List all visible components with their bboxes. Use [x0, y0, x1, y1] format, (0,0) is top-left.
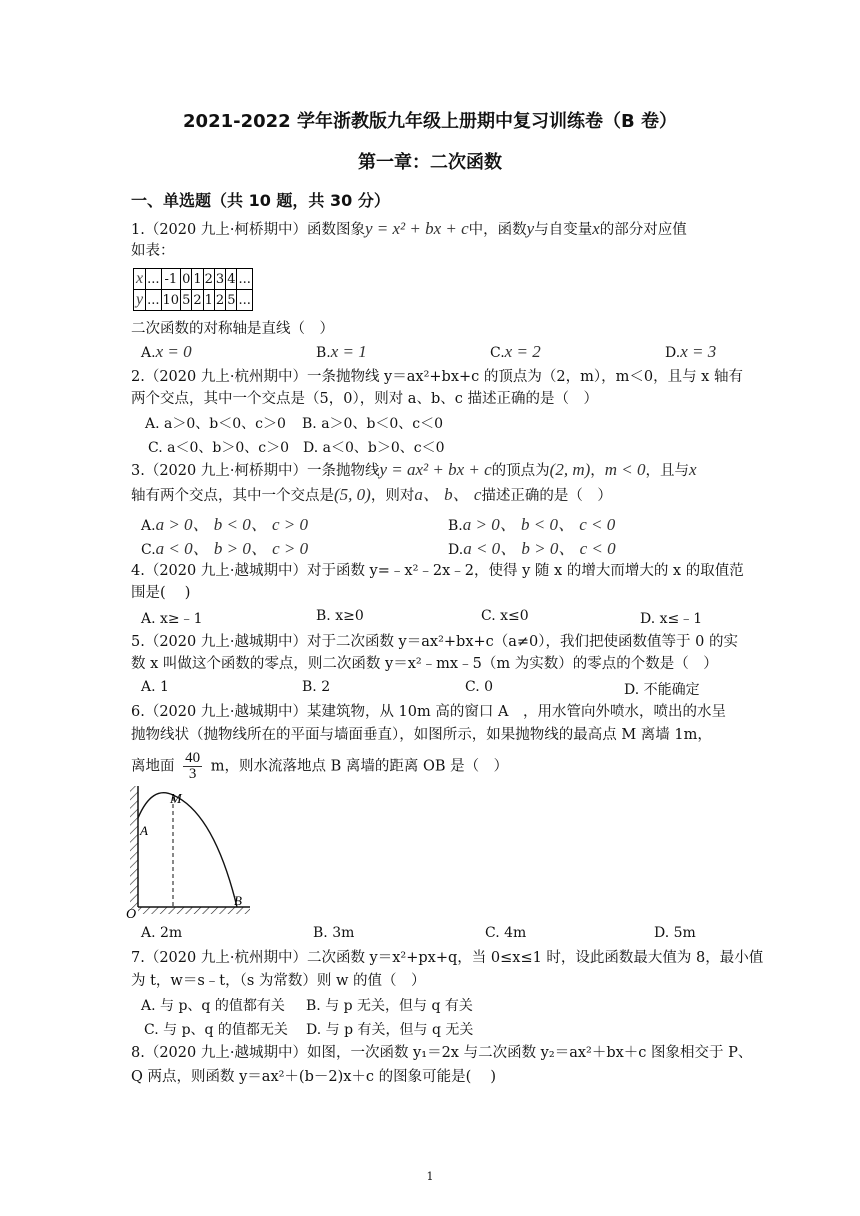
- q8-stem-line2: Q 两点，则函数 y＝ax²＋(b－2)x＋c 的图象可能是( ): [131, 1069, 497, 1085]
- q1-option-d: D.x = 3: [665, 342, 717, 361]
- q7-option-b: B. 与 p 无关，但与 q 有关: [306, 998, 473, 1014]
- q3-option-c: C.a < 0、 b > 0、 c > 0: [141, 539, 309, 558]
- label-o: O: [126, 907, 137, 920]
- page-number: 1: [426, 1170, 434, 1183]
- q1-value-table: [133, 268, 253, 311]
- q4-option-a: A. x≥﹣1: [141, 611, 203, 627]
- q1-stem-line2: 如表：: [131, 243, 175, 259]
- q7-stem-line2: 为 t，w＝s﹣t，（s 为常数）则 w 的值（ ）: [131, 973, 426, 989]
- q5-option-a: A. 1: [141, 679, 169, 695]
- q7-option-c: C. 与 p、q 的值都无关: [144, 1022, 288, 1038]
- q3-option-a: A.a > 0、 b < 0、 c > 0: [141, 515, 309, 534]
- q6-option-d: D. 5m: [654, 925, 696, 941]
- q5-option-d: D. 不能确定: [624, 682, 700, 698]
- q5-option-c: C. 0: [465, 679, 494, 695]
- q2-option-d: D. a＜0、b＞0、c＜0: [303, 440, 445, 456]
- q1-option-b: B.x = 1: [316, 342, 367, 361]
- q3-option-d: D.a < 0、 b > 0、 c < 0: [448, 539, 616, 558]
- q4-stem-line1: 4.（2020 九上·越城期中）对于函数 y=﹣x²﹣2x﹣2，使得 y 随 x 的增大而增大的 x 的取值范: [131, 563, 744, 579]
- q4-option-c: C. x≤0: [481, 608, 529, 624]
- q1-option-a: A.x = 0: [141, 342, 192, 361]
- q6-option-a: A. 2m: [141, 925, 183, 941]
- table-row: x ... -1 0 1 2 3 4 ...: [134, 269, 253, 290]
- q2-stem-line1: 2.（2020 九上·杭州期中）一条抛物线 y＝ax²+bx+c 的顶点为（2，m），m＜0，且与 x 轴有: [131, 369, 743, 385]
- q8-stem-line1: 8.（2020 九上·越城期中）如图，一次函数 y₁＝2x 与二次函数 y₂＝ax²＋bx＋c 图象相交于 P、: [131, 1045, 753, 1061]
- q2-option-c: C. a＜0、b＞0、c＞0: [148, 440, 289, 456]
- label-m: M: [170, 792, 182, 807]
- q1-formula: y = x² + bx + c: [364, 219, 469, 238]
- chapter-title: 第一章：二次函数: [358, 152, 502, 173]
- q6-stem-line2: 抛物线状（抛物线所在的平面与墙面垂直），如图所示，如果抛物线的最高点 M 离墙 1m，: [131, 727, 712, 743]
- q1-stem-end: 二次函数的对称轴是直线（ ）: [131, 321, 334, 337]
- q3-stem-line2: 轴有两个交点，其中一个交点是(5, 0)，则对a、 b、 c描述正确的是（ ）: [131, 485, 612, 504]
- q4-option-d: D. x≤﹣1: [640, 611, 703, 627]
- document-title: 2021-2022 学年浙教版九年级上册期中复习训练卷（B 卷）: [183, 111, 677, 132]
- q1-stem-line1: 1.（2020 九上·柯桥期中）函数图象y = x² + bx + c中，函数y与自变量x的部分对应值: [131, 219, 687, 238]
- ground-hatch: [138, 907, 250, 914]
- q2-option-b: B. a＞0、b＜0、c＜0: [302, 416, 444, 432]
- q6-stem-line1: 6.（2020 九上·越城期中）某建筑物，从 10m 高的窗口 A ，用水管向外喷水，喷出的水呈: [131, 704, 726, 720]
- q6-figure: [124, 780, 254, 920]
- q6-fraction: $\frac{40}{3}$: [185, 750, 201, 782]
- q1-option-c: C.x = 2: [490, 342, 541, 361]
- q7-stem-line1: 7.（2020 九上·杭州期中）二次函数 y＝x²+px+q，当 0≤x≤1 时，设此函数最大值为 8，最小值: [131, 950, 764, 966]
- q6-option-c: C. 4m: [485, 925, 527, 941]
- q7-option-d: D. 与 p 有关，但与 q 无关: [306, 1022, 474, 1038]
- q3-stem-line1: 3.（2020 九上·柯桥期中）一条抛物线y = ax² + bx + c的顶点为(2, m)，m < 0，且与x: [131, 460, 697, 479]
- wall-hatch: [130, 786, 138, 910]
- q3-option-b: B.a > 0、 b < 0、 c < 0: [448, 515, 616, 534]
- label-b: B: [234, 893, 242, 908]
- q4-option-b: B. x≥0: [316, 608, 364, 624]
- q5-stem-line2: 数 x 叫做这个函数的零点，则二次函数 y＝x²﹣mx﹣5（m 为实数）的零点的个数是（ ）: [131, 656, 718, 672]
- q2-option-a: A. a＞0、b＜0、c＞0: [145, 416, 286, 432]
- q6-stem-line3: 离地面 $\frac{40}{3}$ m，则水流落地点 B 离墙的距离 OB 是（ ）: [131, 750, 509, 782]
- q6-option-b: B. 3m: [313, 925, 355, 941]
- label-a: A: [140, 823, 148, 838]
- q5-stem-line1: 5.（2020 九上·越城期中）对于二次函数 y＝ax²+bx+c（a≠0），我们把使函数值等于 0 的实: [131, 634, 738, 650]
- q2-stem-line2: 两个交点，其中一个交点是（5，0），则对 a、b、c 描述正确的是（ ）: [131, 391, 598, 407]
- q5-option-b: B. 2: [302, 679, 331, 695]
- section-heading: 一、单选题（共 10 题，共 30 分）: [131, 191, 390, 210]
- table-row: y ... 10 5 2 1 2 5 ...: [134, 290, 253, 311]
- q4-stem-line2: 围是( ): [131, 585, 191, 601]
- q7-option-a: A. 与 p、q 的值都有关: [141, 998, 285, 1014]
- water-parabola: [138, 793, 237, 907]
